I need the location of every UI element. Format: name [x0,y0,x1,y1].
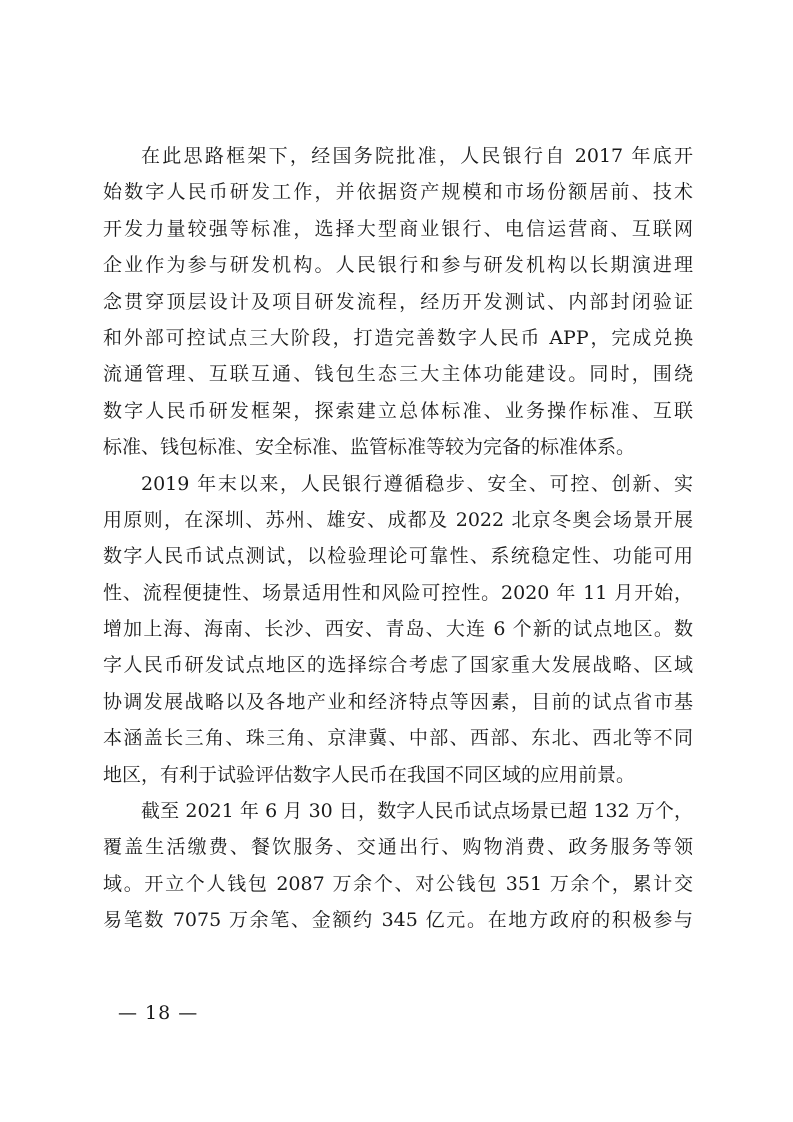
text-line: 念贯穿顶层设计及项目研发流程，经历开发测试、内部封闭验证 [103,290,693,313]
paragraph-2 [103,466,693,794]
text-line: 易笔数 7075 万余笔、金额约 345 亿元。在地方政府的积极参与 [103,909,693,932]
text-line: 企业作为参与研发机构。人民银行和参与研发机构以长期演进理 [103,254,693,277]
text-line: 截至 2021 年 6 月 30 日，数字人民币试点场景已超 132 万个， [141,800,693,823]
text-line: 字人民币研发试点地区的选择综合考虑了国家重大发展战略、区域 [103,654,693,677]
text-line: 协调发展战略以及各地产业和经济特点等因素，目前的试点省市基 [103,690,693,713]
text-line: 数字人民币试点测试，以检验理论可靠性、系统稳定性、功能可用 [103,545,693,568]
paragraph-1 [103,138,693,466]
text-line: 开发力量较强等标准，选择大型商业银行、电信运营商、互联网 [103,217,693,240]
text-line: 标准、钱包标准、安全标准、监管标准等较为完备的标准体系。 [103,436,636,459]
text-line: 用原则，在深圳、苏州、雄安、成都及 2022 北京冬奥会场景开展 [103,508,693,531]
text-line: 本涵盖长三角、珠三角、京津冀、中部、西部、东北、西北等不同 [103,727,693,750]
body-text [103,138,693,939]
text-line: 和外部可控试点三大阶段，打造完善数字人民币 APP，完成兑换 [103,326,693,349]
paragraph-3 [103,793,693,939]
text-line: 增加上海、海南、长沙、西安、青岛、大连 6 个新的试点地区。数 [103,618,693,641]
text-line: 流通管理、互联互通、钱包生态三大主体功能建设。同时，围绕 [103,363,693,386]
page-number: — 18 — [118,1002,199,1024]
text-line: 在此思路框架下，经国务院批准，人民银行自 2017 年底开 [141,145,693,167]
text-line: 域。开立个人钱包 2087 万余个、对公钱包 351 万余个，累计交 [103,872,693,895]
text-line: 覆盖生活缴费、餐饮服务、交通出行、购物消费、政务服务等领 [103,836,693,859]
text-line: 性、流程便捷性、场景适用性和风险可控性。2020 年 11 月开始， [103,581,693,604]
text-line: 2019 年末以来，人民银行遵循稳步、安全、可控、创新、实 [141,472,693,495]
text-line: 始数字人民币研发工作，并依据资产规模和市场份额居前、技术 [103,181,693,204]
text-line: 数字人民币研发框架，探索建立总体标准、业务操作标准、互联 [103,399,693,422]
text-line: 地区，有利于试验评估数字人民币在我国不同区域的应用前景。 [103,763,636,786]
